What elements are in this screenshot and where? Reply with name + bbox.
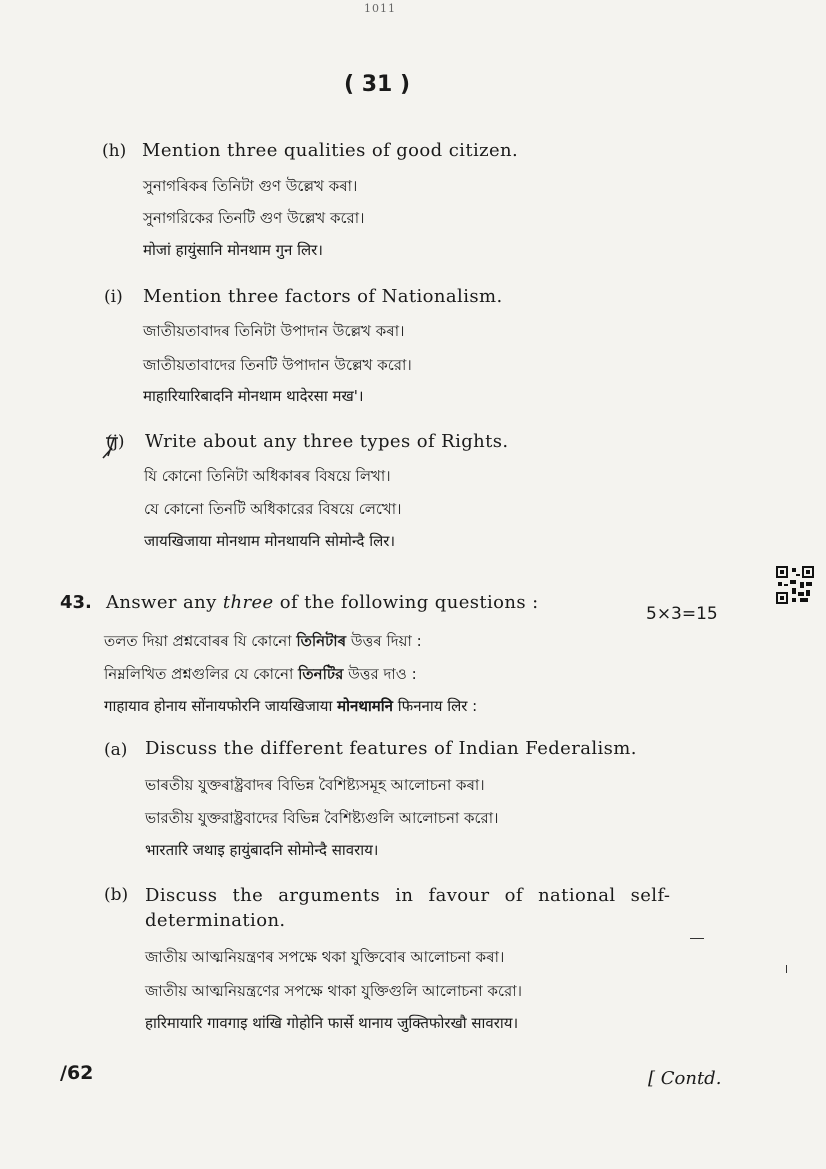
question-43b-english-line2: determination. (145, 910, 286, 931)
question-h-label: (h) (102, 141, 127, 161)
question-43a-english: Discuss the different features of Indian Federalism. (145, 738, 637, 759)
question-i-label: (i) (104, 287, 123, 307)
question-h-bodo: मोजां हायुंसानि मोनथाम गुन लिर। (143, 241, 323, 259)
question-j-bengali: যে কোনো তিনটি অধিকারের বিষয়ে লেখো। (144, 500, 402, 518)
question-43a-label: (a) (104, 740, 128, 760)
top-mark: 1011 (364, 2, 396, 15)
question-h-assamese: সুনাগৰিকৰ তিনিটা গুণ উল্লেখ কৰা। (143, 177, 358, 195)
question-43-bodo: गाहायाव होनाय सोंनायफोरनि जायखिजाया मोनथामनि फिननाय लिर : (104, 697, 478, 715)
question-43b-assamese: জাতীয় আত্মনিয়ন্ত্ৰণৰ সপক্ষে থকা যুক্তিবোৰ আলোচনা কৰা। (145, 948, 505, 966)
question-43-bengali: নিম্নলিখিত প্রশ্নগুলির যে কোনো তিনটির উত্তর দাও : (104, 665, 417, 683)
question-43-marks: 5×3=15 (646, 604, 718, 624)
question-43a-bengali: ভারতীয় যুক্তরাষ্ট্রবাদের বিভিন্ন বৈশিষ্ট্যগুলি আলোচনা করো। (145, 809, 499, 827)
question-43-number: 43. (60, 592, 92, 613)
stray-mark (786, 965, 787, 973)
question-43a-bodo: भारतारि जथाइ हायुंबादनि सोमोन्दै सावराय। (145, 841, 379, 859)
question-i-english: Mention three factors of Nationalism. (143, 286, 503, 307)
question-j-label: (j) (106, 432, 125, 452)
question-43b-english-line1: Discuss the arguments in favour of national self- (145, 885, 671, 906)
question-43b-bodo: हारिमायारि गावगाइ थांखि गोहोनि फार्से थानाय जुक्तिफोरखौ सावराय। (145, 1014, 519, 1032)
question-j-english: Write about any three types of Rights. (145, 431, 509, 452)
question-43b-bengali: জাতীয় আত্মনিয়ন্ত্রণের সপক্ষে থাকা যুক্তিগুলি আলোচনা করো। (145, 982, 522, 1000)
question-43a-assamese: ভাৰতীয় যুক্তৰাষ্ট্ৰবাদৰ বিভিন্ন বৈশিষ্ট্যসমূহ আলোচনা কৰা। (145, 776, 485, 794)
question-i-assamese: জাতীয়তাবাদৰ তিনিটা উপাদান উল্লেখ কৰা। (143, 322, 405, 340)
paper-code: /62 (60, 1062, 94, 1084)
question-i-bengali: জাতীয়তাবাদের তিনটি উপাদান উল্লেখ করো। (143, 356, 412, 374)
qr-code-icon (776, 566, 814, 604)
stray-mark (690, 938, 704, 939)
question-43b-label: (b) (104, 885, 129, 905)
question-j-assamese: যি কোনো তিনিটা অধিকাৰৰ বিষয়ে লিখা। (144, 467, 391, 485)
question-h-english: Mention three qualities of good citizen. (142, 140, 519, 161)
question-h-bengali: সুনাগরিকের তিনটি গুণ উল্লেখ করো। (143, 209, 365, 227)
question-i-bodo: माहारियारिबादनि मोनथाम थादेरसा मख'। (143, 387, 364, 405)
continued-label: [ Contd. (648, 1068, 722, 1089)
page-number: ( 31 ) (344, 72, 411, 97)
question-j-bodo: जायखिजाया मोनथाम मोनथायनि सोमोन्दै लिर। (144, 532, 396, 550)
question-43-english: Answer any three of the following questions : (106, 592, 539, 613)
question-43-assamese: তলত দিয়া প্ৰশ্নবোৰৰ যি কোনো তিনিটাৰ উত্তৰ দিয়া : (104, 632, 422, 650)
